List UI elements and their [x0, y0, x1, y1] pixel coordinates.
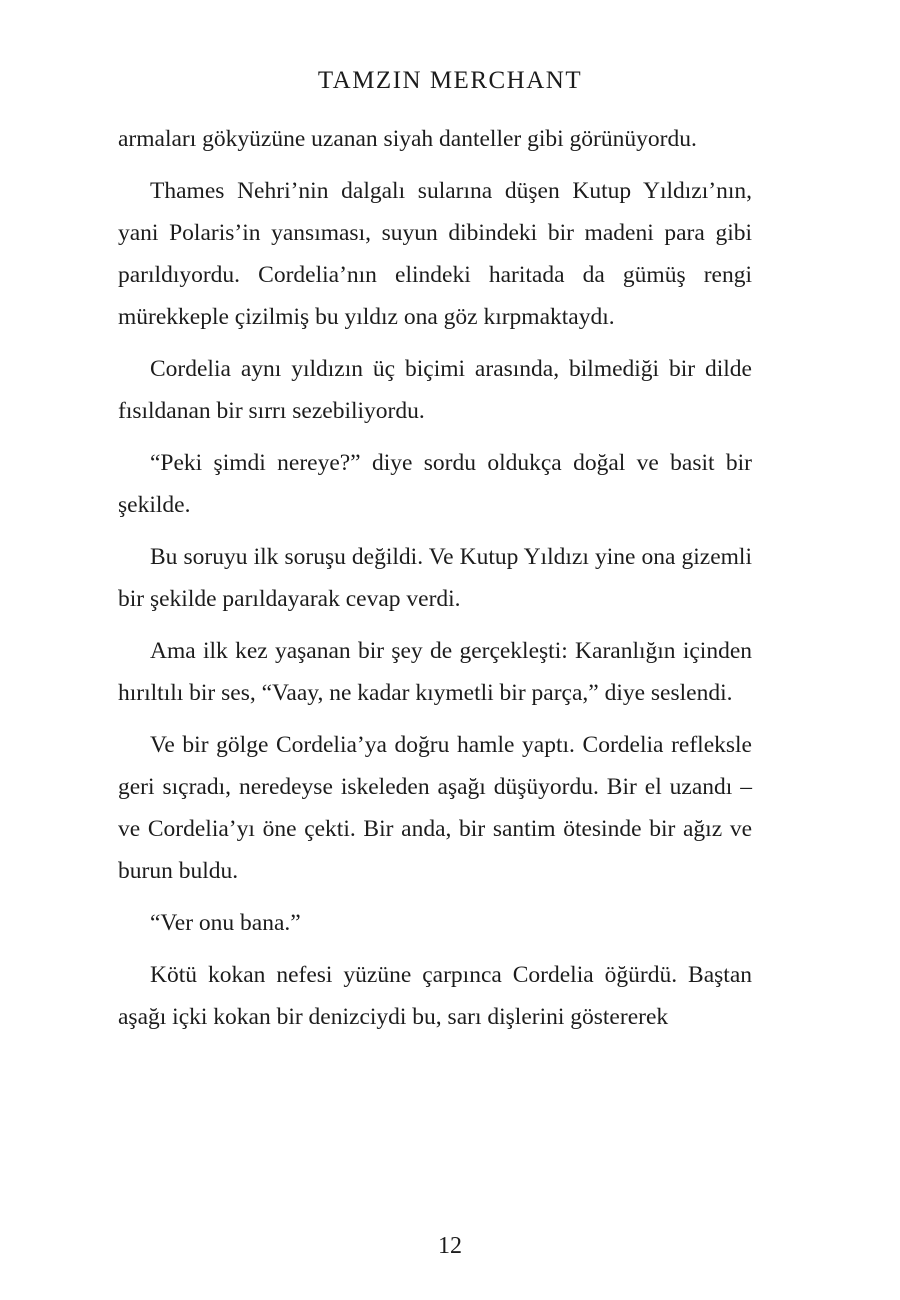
paragraph: “Ver onu bana.” — [150, 910, 301, 936]
paragraph: Kötü kokan nefesi yüzüne çarpınca Cordelia öğürdü. Baştan aşağı içki kokan bir denizciydi bu, sarı dişlerini göstererek — [118, 962, 752, 1030]
paragraph: Thames Nehri’nin dalgalı sularına düşen Kutup Yıldızı’nın, yani Polaris’in yansıması, suyun dibindeki bir madeni para gibi parıldıyordu. Cordelia’nın elindeki haritada da gümüş rengi mürekkeple çizilmiş bu yıldız ona göz kırpmaktaydı. — [118, 178, 752, 330]
paragraph-continued: armaları gökyüzüne uzanan siyah danteller gibi görünüyordu. — [118, 126, 697, 152]
page-number: 12 — [438, 1233, 462, 1259]
paragraph: Ve bir gölge Cordelia’ya doğru hamle yaptı. Cordelia refleksle geri sıçradı, neredeyse iskeleden aşağı düşüyordu. Bir el uzandı – ve Cordelia’yı öne çekti. Bir anda, bir santim ötesinde bir ağız ve burun buldu. — [118, 732, 752, 884]
paragraph: “Peki şimdi nereye?” diye sordu oldukça doğal ve basit bir şekilde. — [118, 450, 752, 518]
paragraph: Cordelia aynı yıldızın üç biçimi arasında, bilmediği bir dilde fısıldanan bir sırrı sezebiliyordu. — [118, 356, 752, 424]
paragraph: Bu soruyu ilk soruşu değildi. Ve Kutup Yıldızı yine ona gizemli bir şekilde parıldayarak cevap verdi. — [118, 544, 752, 612]
paragraph: Ama ilk kez yaşanan bir şey de gerçekleşti: Karanlığın içinden hırıltılı bir ses, “Vaay, ne kadar kıymetli bir parça,” diye seslendi. — [118, 638, 752, 706]
running-head: TAMZIN MERCHANT — [317, 67, 583, 94]
body-text — [118, 118, 752, 1048]
